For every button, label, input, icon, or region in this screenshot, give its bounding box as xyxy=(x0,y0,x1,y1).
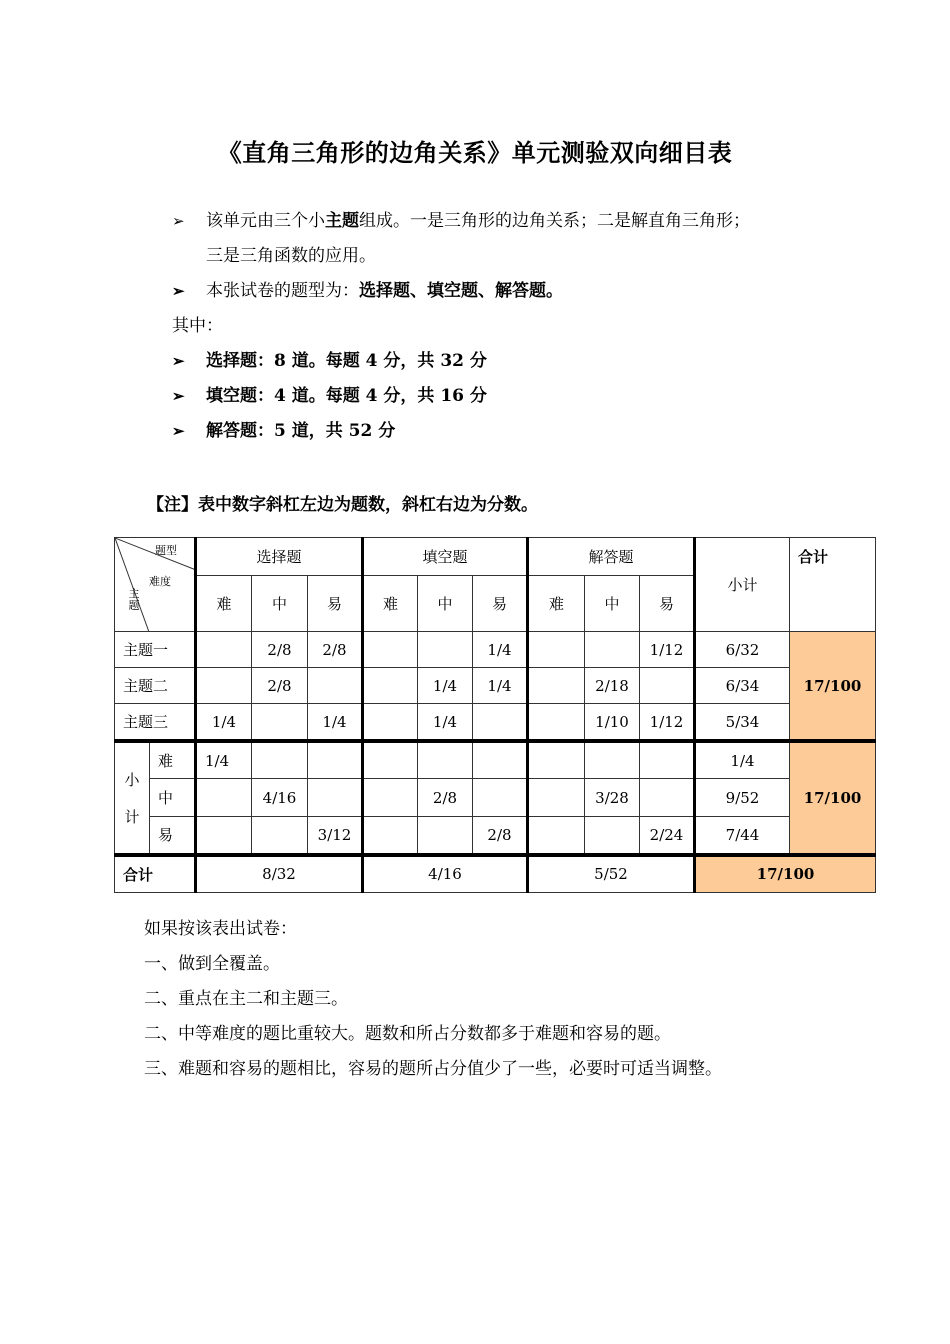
intro-text: 选择题：8 道。每题 4 分，共 32 分 xyxy=(206,351,487,371)
subtotal-cell: 6/34 xyxy=(695,668,790,704)
table-cell: 2/8 xyxy=(252,632,308,668)
subtotal-cell: 5/34 xyxy=(695,704,790,742)
table-row-grand-total xyxy=(115,855,876,893)
table-cell: 3/28 xyxy=(585,779,640,817)
table-cell: 1/12 xyxy=(640,704,695,742)
table-cell xyxy=(473,779,528,817)
table-cell xyxy=(308,779,363,817)
row-label: 主题三 xyxy=(115,704,196,742)
corner-topic-label: 主题 xyxy=(128,587,140,612)
table-cell: 2/8 xyxy=(418,779,473,817)
table-cell xyxy=(585,817,640,855)
table-cell xyxy=(473,704,528,742)
subtotal-group-label xyxy=(115,741,150,855)
header-difficulty: 易 xyxy=(308,576,363,632)
table-cell: 1/4 xyxy=(196,741,252,779)
table-cell: 1/4 xyxy=(473,668,528,704)
header-difficulty: 易 xyxy=(473,576,528,632)
table-cell xyxy=(363,632,418,668)
header-fill: 填空题 xyxy=(363,538,528,576)
corner-type-label: 题型 xyxy=(155,544,177,557)
grand-total-fill: 4/16 xyxy=(363,855,528,893)
table-cell xyxy=(418,817,473,855)
intro-bullet-4 xyxy=(172,379,872,414)
table-cell xyxy=(528,704,585,742)
table-cell: 2/24 xyxy=(640,817,695,855)
intro-among: 其中： xyxy=(172,316,223,336)
subtotal-cell: 9/52 xyxy=(695,779,790,817)
conclusion-line: 如果按该表出试卷： xyxy=(144,919,297,939)
table-cell: 1/10 xyxy=(585,704,640,742)
table-cell xyxy=(363,779,418,817)
table-row-difficulty-easy xyxy=(115,817,876,855)
table-cell xyxy=(252,817,308,855)
row-label: 主题二 xyxy=(115,668,196,704)
difficulty-label: 易 xyxy=(150,817,196,855)
table-cell xyxy=(196,779,252,817)
table-cell xyxy=(640,741,695,779)
intro-bold-text: 主题 xyxy=(325,211,359,231)
table-row-difficulty-medium xyxy=(115,779,876,817)
subtotal-cell: 6/32 xyxy=(695,632,790,668)
header-difficulty: 难 xyxy=(363,576,418,632)
subtotal-group-char: 小 xyxy=(124,770,140,789)
subtotal-cell: 7/44 xyxy=(695,817,790,855)
grand-total-cell: 17/100 xyxy=(695,855,876,893)
arrow-bullet-icon: ➢ xyxy=(172,212,185,230)
conclusion-line: 二、中等难度的题比重较大。题数和所占分数都多于难题和容易的题。 xyxy=(144,1024,671,1044)
subtotal-cell: 1/4 xyxy=(695,741,790,779)
table-cell xyxy=(640,779,695,817)
arrow-bullet-icon: ➢ xyxy=(172,387,185,405)
table-row-topic-3 xyxy=(115,704,876,742)
header-difficulty: 中 xyxy=(418,576,473,632)
table-cell: 2/8 xyxy=(473,817,528,855)
conclusion-line: 一、做到全覆盖。 xyxy=(144,954,280,974)
table-cell xyxy=(473,741,528,779)
subtotal-group-char: 计 xyxy=(124,807,140,826)
table-cell xyxy=(308,668,363,704)
arrow-bullet-icon: ➢ xyxy=(172,422,185,440)
intro-bullet-3 xyxy=(172,344,872,379)
header-choice: 选择题 xyxy=(196,538,363,576)
table-cell xyxy=(196,632,252,668)
header-answer: 解答题 xyxy=(528,538,695,576)
table-cell xyxy=(363,817,418,855)
intro-bold-text: 选择题、填空题、解答题。 xyxy=(359,281,563,301)
table-cell xyxy=(363,704,418,742)
difficulty-label: 中 xyxy=(150,779,196,817)
intro-text: 该单元由三个小 xyxy=(206,211,325,231)
page-title: 《直角三角形的边角关系》单元测验双向细目表 xyxy=(217,139,733,167)
table-cell: 1/4 xyxy=(418,704,473,742)
header-total: 合计 xyxy=(790,538,876,632)
table-cell xyxy=(308,741,363,779)
intro-bullet-5 xyxy=(172,414,872,449)
table-cell: 1/12 xyxy=(640,632,695,668)
table-cell: 3/12 xyxy=(308,817,363,855)
table-cell: 1/4 xyxy=(308,704,363,742)
grand-total-label: 合计 xyxy=(115,855,196,893)
table-cell xyxy=(418,741,473,779)
grand-total-answer: 5/52 xyxy=(528,855,695,893)
table-cell xyxy=(585,632,640,668)
arrow-bullet-icon: ➢ xyxy=(172,352,185,370)
table-cell xyxy=(418,632,473,668)
table-cell xyxy=(528,668,585,704)
table-cell: 2/8 xyxy=(308,632,363,668)
table-cell: 4/16 xyxy=(252,779,308,817)
table-row-difficulty-hard xyxy=(115,741,876,779)
table-cell xyxy=(640,668,695,704)
table-cell xyxy=(528,632,585,668)
table-cell xyxy=(252,704,308,742)
intro-section xyxy=(172,204,872,449)
header-difficulty: 难 xyxy=(528,576,585,632)
table-cell xyxy=(585,741,640,779)
intro-text: 组成。一是三角形的边角关系；二是解直角三角形； xyxy=(359,211,750,231)
grand-total-choice: 8/32 xyxy=(196,855,363,893)
table-note: 【注】表中数字斜杠左边为题数，斜杠右边为分数。 xyxy=(147,495,538,515)
conclusion-section xyxy=(144,912,864,1087)
conclusion-line: 三、难题和容易的题相比，容易的题所占分值少了一些，必要时可适当调整。 xyxy=(144,1059,722,1079)
table-cell xyxy=(196,817,252,855)
specification-table xyxy=(114,537,876,893)
table-cell: 2/18 xyxy=(585,668,640,704)
table-cell: 1/4 xyxy=(473,632,528,668)
table-cell xyxy=(528,779,585,817)
table-row-topic-2 xyxy=(115,668,876,704)
intro-bullet-1-cont: 三是三角函数的应用。 xyxy=(206,246,376,266)
difficulty-total-cell: 17/100 xyxy=(790,741,876,855)
table-cell xyxy=(363,668,418,704)
intro-bullet-1 xyxy=(172,204,872,239)
header-difficulty: 难 xyxy=(196,576,252,632)
table-cell xyxy=(196,668,252,704)
topics-total-cell: 17/100 xyxy=(790,632,876,742)
difficulty-label: 难 xyxy=(150,741,196,779)
row-label: 主题一 xyxy=(115,632,196,668)
table-corner-header xyxy=(115,538,196,632)
intro-text: 本张试卷的题型为： xyxy=(206,281,359,301)
intro-text: 填空题：4 道。每题 4 分，共 16 分 xyxy=(206,386,487,406)
table-cell: 1/4 xyxy=(196,704,252,742)
arrow-bullet-icon: ➢ xyxy=(172,282,185,300)
table-cell xyxy=(363,741,418,779)
intro-bullet-2 xyxy=(172,274,872,309)
table-row-topic-1 xyxy=(115,632,876,668)
corner-difficulty-label: 难度 xyxy=(149,575,171,588)
table-cell: 1/4 xyxy=(418,668,473,704)
table-cell xyxy=(252,741,308,779)
header-difficulty: 中 xyxy=(585,576,640,632)
table-cell xyxy=(528,817,585,855)
table-cell xyxy=(528,741,585,779)
header-difficulty: 易 xyxy=(640,576,695,632)
conclusion-line: 二、重点在主二和主题三。 xyxy=(144,989,348,1009)
intro-text: 解答题：5 道，共 52 分 xyxy=(206,421,396,441)
table-cell: 2/8 xyxy=(252,668,308,704)
header-subtotal: 小计 xyxy=(695,538,790,632)
header-difficulty: 中 xyxy=(252,576,308,632)
